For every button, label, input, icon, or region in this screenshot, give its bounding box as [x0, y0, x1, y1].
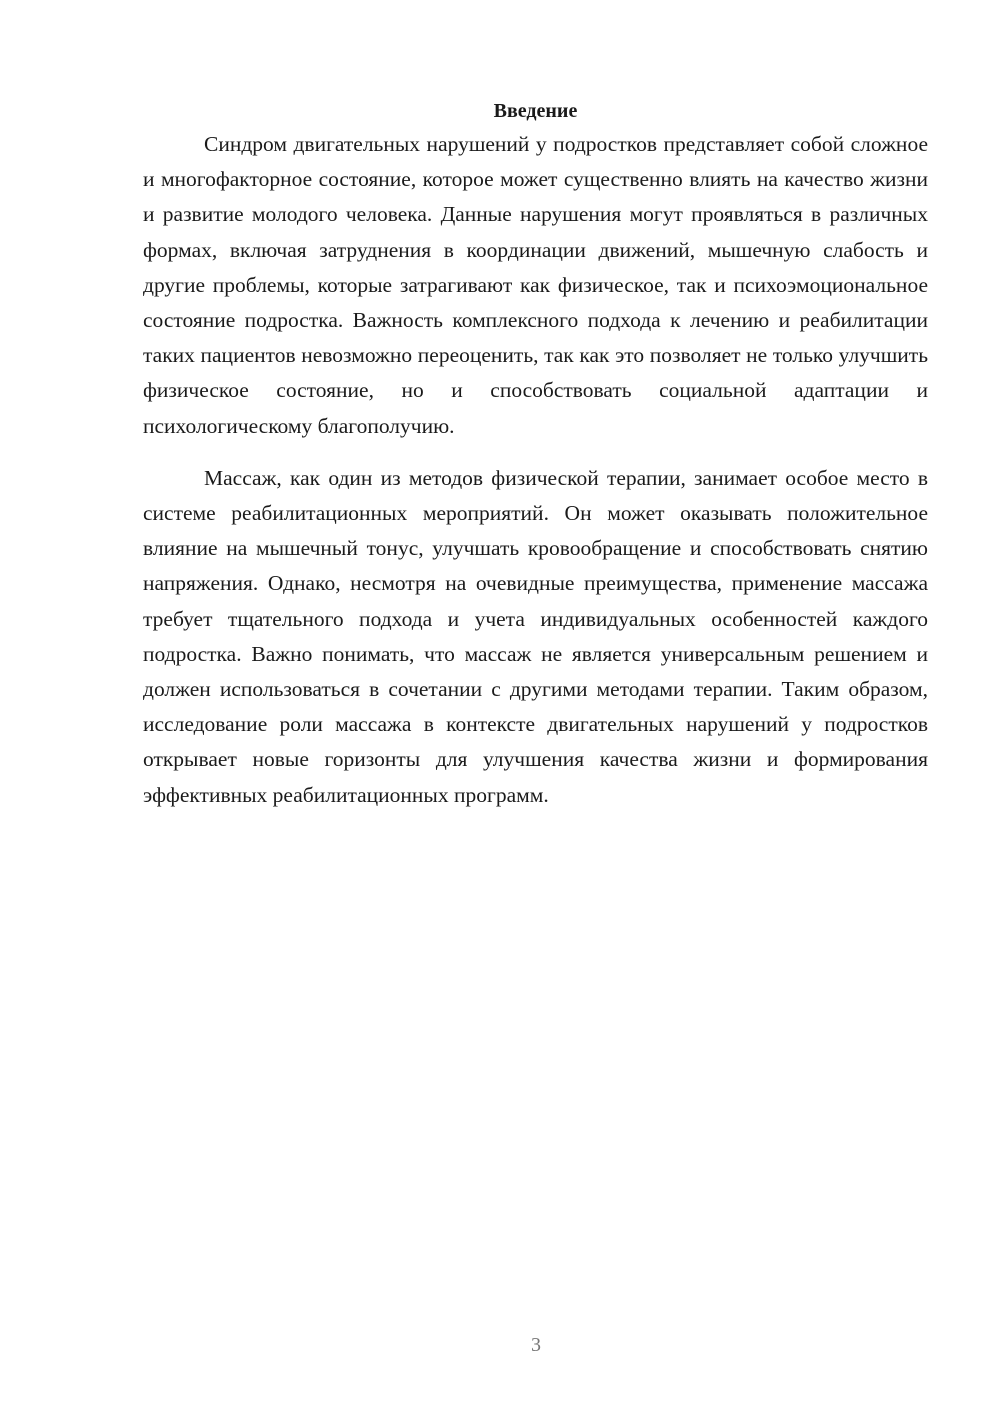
section-heading: Введение	[493, 100, 578, 122]
paragraph-1: Синдром двигательных нарушений у подростков представляет собой сложное и многофакторное состояние, которое может существенно влиять на качество жизни и развитие молодого человека. Данные нарушения могут проявляться в различных формах, включая затруднения в координации движений, мышечную слабость и другие проблемы, которые затрагивают как физическое, так и психоэмоциональное состояние подростка. Важность комплексного подхода к лечению и реабилитации таких пациентов невозможно переоценить, так как это позволяет не только улучшить физическое состояние, но и способствовать социальной адаптации и психологическому благополучию.	[143, 132, 928, 438]
page-content	[143, 95, 928, 813]
paragraph-2: Массаж, как один из методов физической терапии, занимает особое место в системе реабилитационных мероприятий. Он может оказывать положительное влияние на мышечный тонус, улучшать кровообращение и способствовать снятию напряжения. Однако, несмотря на очевидные преимущества, применение массажа требует тщательного подхода и учета индивидуальных особенностей каждого подростка. Важно понимать, что массаж не является универсальным решением и должен использоваться в сочетании с другими методами терапии. Таким образом, исследование роли массажа в контексте двигательных нарушений у подростков открывает новые горизонты для улучшения качества жизни и формирования эффективных реабилитационных программ.	[143, 465, 928, 807]
page-number: 3	[531, 1334, 541, 1356]
